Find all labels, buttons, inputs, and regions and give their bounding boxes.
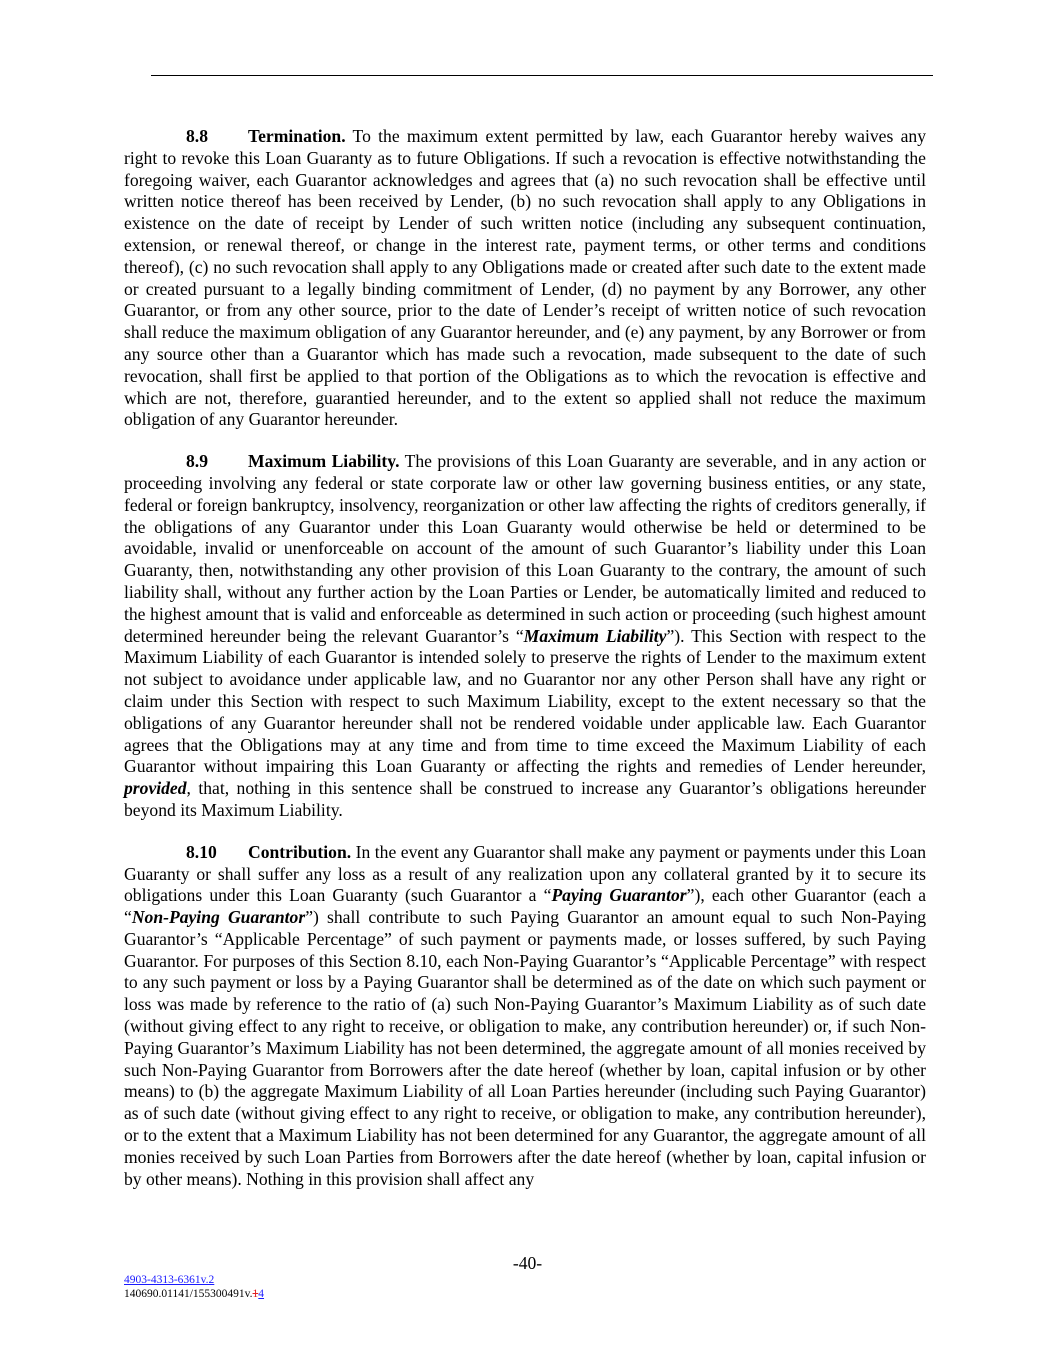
section-text: To the maximum extent permitted by law, each Guarantor hereby waives any right to revoke this Loan Guaranty as to future Obligations. If such a revocation is effective notwithstanding the foregoing waiver, each Guarantor acknowledges and agrees that (a) no such revocation shall be effective until written notice thereof has been received by Lender, (b) no such revocation shall apply to any Obligations in existence on the date of receipt by Lender of such written notice (including any subsequent continuation, extension, or renewal thereof, or change in the interest rate, payment terms, or other terms and conditions thereof), (c) no such revocation shall apply to any Obligations made or created after such date to the extent made or created pursuant to a legally binding commitment of Lender, (d) no payment by any Borrower, any other Guarantor, or from any other source, prior to the date of Lender’s receipt of written notice of such revocation shall reduce the maximum obligation of any Guarantor hereunder, and (e) any payment, by any Borrower or from any source other than a Guarantor which has made such a revocation, made subsequent to the date of such revocation, shall first be applied to that portion of the Obligations as to which the revocation is effective and which are not, therefore, guarantied hereunder, and to the extent so applied shall not reduce the maximum obligation of any Guarantor hereunder. [124, 126, 926, 430]
section-text: The provisions of this Loan Guaranty are severable, and in any action or proceeding involving any federal or state corporate law or other law governing business entities, or any state, federal or foreign bankruptcy, insolvency, reorganization or other law affecting the rights of creditors generally, if the obligations of any Guarantor under this Loan Guaranty would otherwise be held or determined to be avoidable, invalid or unenforceable on account of the amount of such Guarantor’s liability under this Loan Guaranty, then, notwithstanding any other provision of this Loan Guaranty to the contrary, the amount of such liability shall, without any further action by the Loan Parties or Lender, be automatically limited and reduced to the highest amount that is valid and enforceable as determined in such action or proceeding (such highest amount determined hereunder being the relevant Guarantor’s “ [124, 451, 926, 646]
section-8-9 [124, 451, 926, 822]
section-number: 8.9 [186, 451, 208, 472]
section-heading: Contribution. [248, 841, 352, 862]
page-number: -40- [512, 1253, 543, 1273]
section-8-10 [124, 842, 926, 1191]
footer-ref-prefix: 140690.01141/155300491v. [124, 1288, 253, 1300]
section-text: ”). This Section with respect to the Maximum Liability of each Guarantor is intended solely to preserve the rights of Lender to the maximum extent not subject to avoidance under applicable law, and no Guarantor nor any other Person shall have any right or claim under this Section with respect to such Maximum Liability, except to the extent necessary so that the obligations of any Guarantor hereunder shall not be rendered voidable under applicable law. Each Guarantor agrees that the Obligations may at any time and from time to time exceed the Maximum Liability of each Guarantor without impairing this Loan Guaranty or affecting the rights and remedies of Lender hereunder, [124, 625, 926, 777]
defined-term: Maximum Liability [523, 625, 667, 646]
defined-term: provided [124, 778, 187, 799]
defined-term: Paying Guarantor [551, 885, 687, 906]
section-text: In the event any Guarantor shall make any payment or payments under this Loan Guaranty or shall suffer any loss as a result of any realization upon any collateral granted by it to secure its obligations under this Loan Guaranty (such Guarantor a “ [124, 841, 926, 906]
section-heading: Maximum Liability. [248, 451, 400, 472]
section-text: ”) shall contribute to such Paying Guarantor an amount equal to such Non-Paying Guarantor’s “Applicable Percentage” of such payment or payments made, or losses suffered, by such Paying Guarantor. For purposes of this Section 8.10, each Non-Paying Guarantor’s “Applicable Percentage” with respect to any such payment or loss by a Paying Guarantor shall be determined as of the date on which such payment or loss was made by reference to the ratio of (a) such Non-Paying Guarantor’s Maximum Liability as of such date (without giving effect to any right to receive, or obligation to make, any contribution hereunder) or, if such Non-Paying Guarantor’s Maximum Liability has not been determined, the aggregate amount of all monies received by such Non-Paying Guarantor from Borrowers after the date hereof (whether by loan, capital infusion or by other means) to (b) the aggregate Maximum Liability of all Loan Parties hereunder (including such Paying Guarantor) as of such date (without giving effect to any right to receive, or obligation to make, any contribution hereunder), or to the extent that a Maximum Liability has not been determined for any Guarantor, the aggregate amount of all monies received by such Loan Parties from Borrowers after the date hereof (whether by loan, capital infusion or by other means). Nothing in this provision shall affect any [124, 907, 926, 1189]
footer-doc-id: 4903-4313-6361v.2 [124, 1274, 215, 1286]
defined-term: Non-Paying Guarantor [131, 907, 306, 928]
header-rule [151, 75, 933, 76]
footer-deleted-version: 1 [252, 1288, 259, 1300]
section-number: 8.8 [186, 126, 208, 146]
footer-inserted-version: 4 [258, 1288, 265, 1300]
section-number: 8.10 [186, 841, 217, 862]
footer-reference [124, 1288, 264, 1301]
section-heading: Termination. [248, 126, 346, 146]
document-body [124, 126, 926, 1210]
section-8-8 [124, 126, 926, 431]
section-text: ”), each other Guarantor (each a “ [124, 885, 926, 928]
section-text: , that, nothing in this sentence shall be construed to increase any Guarantor’s obligations hereunder beyond its Maximum Liability. [124, 778, 926, 820]
